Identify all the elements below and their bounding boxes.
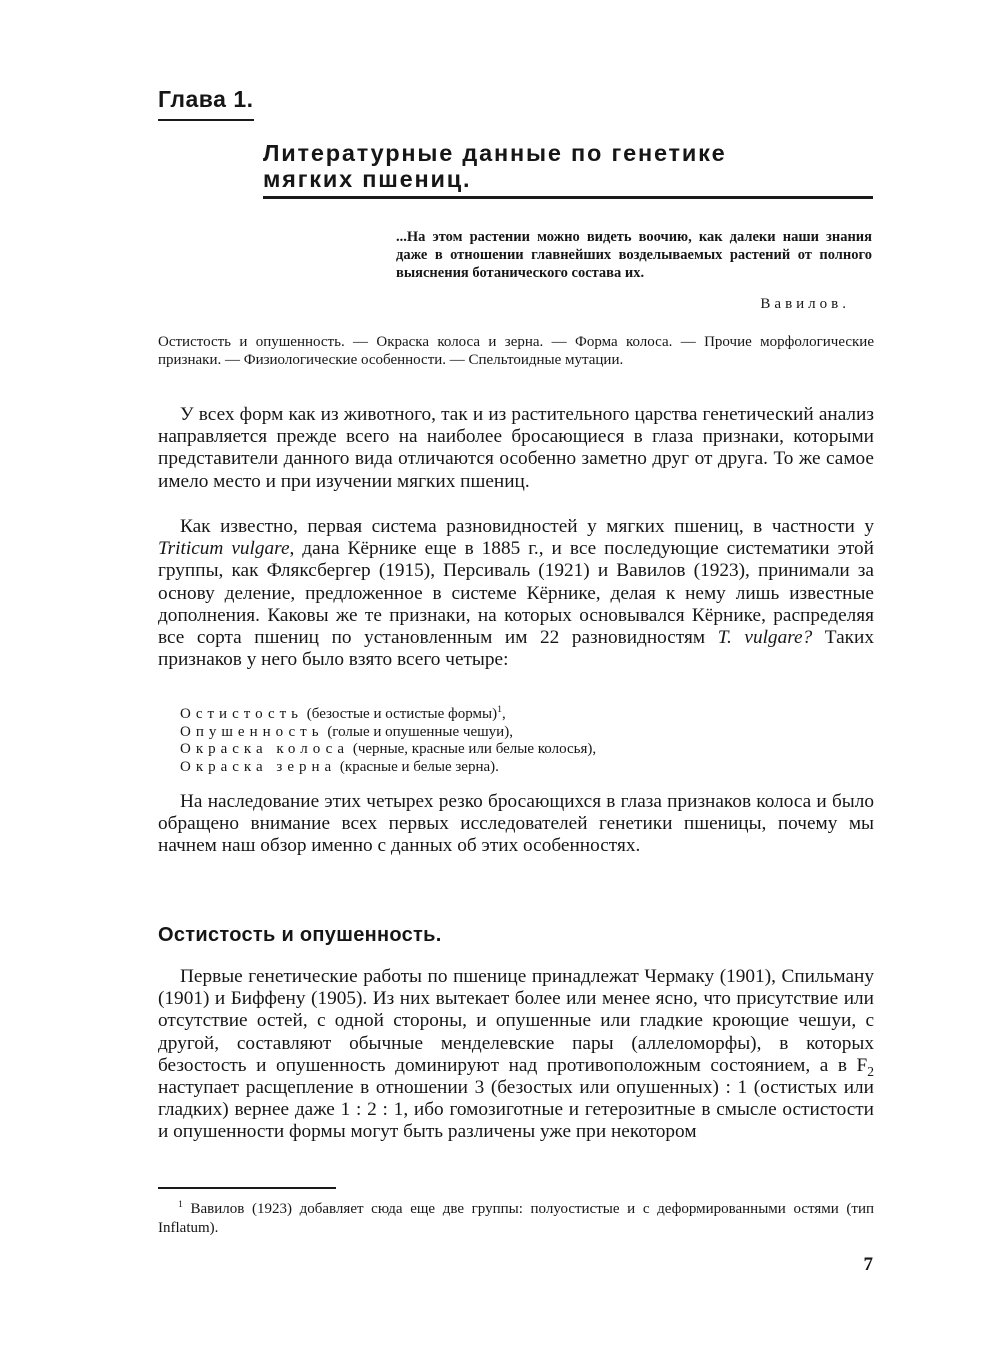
trait-end: , [501,706,506,722]
traits-list [180,706,860,776]
trait-item [180,759,860,777]
paragraph-2 [158,516,874,671]
trait-item [180,724,860,742]
chapter-label-rule [158,119,254,121]
paragraph-4-part-1: Первые генетические работы по пшенице принадлежат Чермаку (1901), Спильману (1901) и Биффену (1905). Из них вытекает более или менее ясно, что присутствие или отсутствие остей, с одной стороны, и опушенные или гладкие кроющие чешуи, с другой, составляют обычные менделевские пары (аллеломорфы), в которых безостость и опушенность доминируют над противоположным состоянием, а в F [158,966,874,1076]
footnote-text: Вавилов (1923) добавляет сюда еще две группы: полуостистые и с деформированными остями (тип Inflatum). [158,1201,874,1236]
chapter-summary: Остистость и опушенность. — Окраска колоса и зерна. — Форма колоса. — Прочие морфологические признаки. — Физиологические особенности. — Спельтоидные мутации. [158,334,874,368]
trait-item [180,706,860,724]
paragraph-1: У всех форм как из животного, так и из растительного царства генетический анализ направляется прежде всего на наиболее бросающиеся в глаза признаки, которыми представители данного вида отличаются особенно заметно друг от друга. То же самое имело место и при изучении мягких пшениц. [158,404,874,492]
epigraph-text: ...На этом растении можно видеть воочию, как далеки наши знания даже в отношении главнейших возделываемых растений от полного выяснения ботанического состава их. [396,229,872,281]
trait-item [180,741,860,759]
footnote-ref[interactable]: 1 [497,704,502,715]
paragraph-2-part-2: , дана Кёрнике еще в 1885 г., и все последующие систематики этой группы, как Фляксбергер (1915), Персиваль (1921) и Вавилов (1923), принимали за основу деление, предложенное в системе Кёрнике, делая к нему лишь известные дополнения. Каковы же те признаки, на которых основывался Кёрнике, распределяя все сорта пшениц по установленным им 22 разновидностям [158,538,874,649]
paragraph-2-part-1: Как известно, первая система разновидностей у мягких пшениц, в частности у [180,516,874,537]
footnote [158,1200,874,1238]
epigraph-author: Вавилов. [760,296,850,312]
section-heading: Остистость и опушенность. [158,924,442,946]
trait-name: Остистость [180,706,304,722]
trait-name: Окраска зерна [180,758,337,775]
trait-end: , [509,723,513,740]
trait-end: , [592,741,597,757]
paragraph-4 [158,966,874,1144]
trait-end: . [495,758,499,775]
species-name-t-vulgare: T. vulgare? [717,627,813,649]
species-name-triticum: Triticum vulgare [158,538,290,560]
paragraph-2-part-3: Таких признаков у него было взято всего четыре: [158,627,874,671]
chapter-label: Глава 1. [158,86,254,112]
chapter-title-line-1: Литературные данные по генетике [263,140,727,166]
trait-name: Окраска колоса [180,741,350,757]
chapter-title-line-2: мягких пшениц. [263,166,472,192]
paragraph-4-part-2: наступает расщепление в отношении 3 (безостых или опушенных) : 1 (остистых или гладких) вернее даже 1 : 2 : 1, ибо гомозиготные и гетерозитные в смысле остистости и опушенности формы могут быть различены уже при некотором [158,1077,874,1143]
trait-desc: (красные и белые зерна) [336,758,496,775]
trait-desc: (голые и опушенные чешуи) [323,723,510,740]
trait-desc: (безостые и остистые формы) [303,706,498,722]
trait-name: Опушенность [180,723,324,740]
f2-subscript: 2 [867,1063,874,1079]
paragraph-3: На наследование этих четырех резко бросающихся в глаза признаков колоса и было обращено внимание всех первых исследователей генетики пшеницы, почему мы начнем наш обзор именно с данных об этих особенностях. [158,791,874,857]
footnote-rule [158,1187,336,1189]
chapter-title [263,140,873,192]
chapter-title-rule [263,196,873,199]
trait-desc: (черные, красные или белые колосья) [349,741,593,757]
page-number: 7 [863,1254,873,1275]
footnote-marker: 1 [178,1199,183,1210]
